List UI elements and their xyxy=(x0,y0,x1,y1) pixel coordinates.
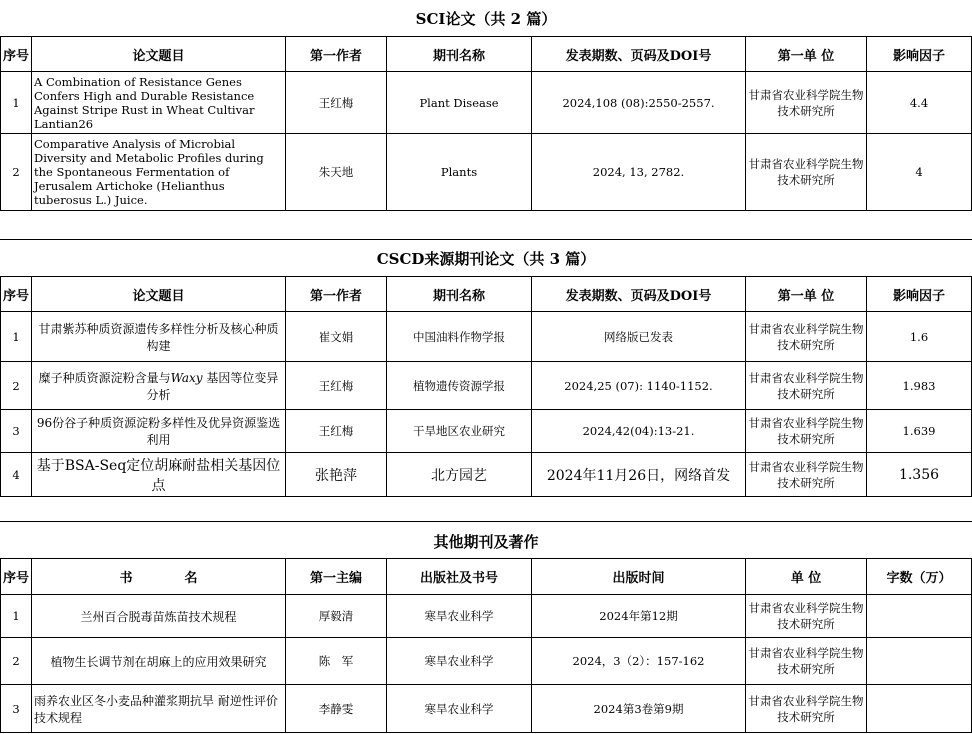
first-author: 朱天地 xyxy=(286,134,387,211)
first-author: 王红梅 xyxy=(286,410,387,453)
cscd-section-title: CSCD来源期刊论文（共 3 篇） xyxy=(376,250,596,268)
col-header-author: 第一作者 xyxy=(286,37,387,72)
col-header-pub-date: 出版时间 xyxy=(532,559,746,595)
unit: 甘肃省农业科学院生物技术研究所 xyxy=(746,685,867,733)
col-header-if: 影响因子 xyxy=(867,37,972,72)
issue-info: 2024年11月26日，网络首发 xyxy=(532,453,746,497)
col-header-no: 序号 xyxy=(1,559,32,595)
paper-title: 96份谷子种质资源淀粉多样性及优异资源鉴选利用 xyxy=(32,410,286,453)
impact-factor: 4.4 xyxy=(867,72,972,134)
sci-header-row xyxy=(1,37,972,72)
col-header-word-count: 字数（万） xyxy=(867,559,972,595)
paper-title: A Combination of Resistance Genes Confers High and Durable Resistance Against Stripe Rust in Wheat Cultivar Lantian26 xyxy=(32,72,286,134)
first-author: 王红梅 xyxy=(286,362,387,410)
table-row xyxy=(1,595,972,638)
col-header-unit: 第一单 位 xyxy=(746,37,867,72)
col-header-unit: 第一单 位 xyxy=(746,277,867,312)
book-title: 雨养农业区冬小麦品种灌浆期抗旱 耐逆性评价技术规程 xyxy=(32,685,286,733)
journal-name: Plants xyxy=(387,134,532,211)
chief-editor: 厚毅清 xyxy=(286,595,387,638)
sci-section-title: SCI论文（共 2 篇） xyxy=(415,10,557,28)
impact-factor: 4 xyxy=(867,134,972,211)
other-section-title: 其他期刊及著作 xyxy=(433,533,539,551)
col-header-book-title: 书 名 xyxy=(32,559,286,595)
table-row xyxy=(1,410,972,453)
first-unit: 甘肃省农业科学院生物技术研究所 xyxy=(746,72,867,134)
table-row xyxy=(1,72,972,134)
chief-editor: 李静雯 xyxy=(286,685,387,733)
col-header-no: 序号 xyxy=(1,37,32,72)
first-unit: 甘肃省农业科学院生物技术研究所 xyxy=(746,134,867,211)
table-row xyxy=(1,362,972,410)
section-divider xyxy=(0,239,972,240)
col-header-unit: 单 位 xyxy=(746,559,867,595)
row-no: 3 xyxy=(1,410,32,453)
issue-info: 2024,108 (08):2550-2557. xyxy=(532,72,746,134)
row-no: 1 xyxy=(1,312,32,362)
first-unit: 甘肃省农业科学院生物技术研究所 xyxy=(746,362,867,410)
issue-info: 2024,42(04):13-21. xyxy=(532,410,746,453)
col-header-title: 论文题目 xyxy=(32,277,286,312)
col-header-issue: 发表期数、页码及DOI号 xyxy=(532,37,746,72)
col-header-no: 序号 xyxy=(1,277,32,312)
unit: 甘肃省农业科学院生物技术研究所 xyxy=(746,595,867,638)
impact-factor: 1.6 xyxy=(867,312,972,362)
publish-date: 2024第3卷第9期 xyxy=(532,685,746,733)
word-count xyxy=(867,685,972,733)
table-row xyxy=(1,134,972,211)
publish-date: 2024，3（2）：157-162 xyxy=(532,638,746,685)
first-author: 王红梅 xyxy=(286,72,387,134)
table-row xyxy=(1,453,972,497)
journal-name: 北方园艺 xyxy=(387,453,532,497)
chief-editor: 陈 军 xyxy=(286,638,387,685)
journal-name: 植物遗传资源学报 xyxy=(387,362,532,410)
col-header-publisher: 出版社及书号 xyxy=(387,559,532,595)
col-header-title: 论文题目 xyxy=(32,37,286,72)
other-table xyxy=(0,558,972,733)
table-row xyxy=(1,685,972,733)
issue-info: 2024,25 (07): 1140-1152. xyxy=(532,362,746,410)
first-author: 崔文娟 xyxy=(286,312,387,362)
impact-factor: 1.639 xyxy=(867,410,972,453)
impact-factor: 1.983 xyxy=(867,362,972,410)
paper-title-part: 基因等位变异分析 xyxy=(146,370,279,402)
publish-date: 2024年第12期 xyxy=(532,595,746,638)
first-unit: 甘肃省农业科学院生物技术研究所 xyxy=(746,453,867,497)
first-unit: 甘肃省农业科学院生物技术研究所 xyxy=(746,410,867,453)
publisher: 寒旱农业科学 xyxy=(387,685,532,733)
col-header-journal: 期刊名称 xyxy=(387,277,532,312)
journal-name: Plant Disease xyxy=(387,72,532,134)
issue-info: 2024, 13, 2782. xyxy=(532,134,746,211)
col-header-issue: 发表期数、页码及DOI号 xyxy=(532,277,746,312)
book-title: 兰州百合脱毒苗炼苗技术规程 xyxy=(32,595,286,638)
row-no: 2 xyxy=(1,362,32,410)
paper-title: Comparative Analysis of Microbial Diversity and Metabolic Profiles during the Spontaneous Fermentation of Jerusalem Artichoke (Helianthus tuberosus L.) Juice. xyxy=(32,134,286,211)
col-header-journal: 期刊名称 xyxy=(387,37,532,72)
unit: 甘肃省农业科学院生物技术研究所 xyxy=(746,638,867,685)
paper-title: 甘肃紫苏种质资源遗传多样性分析及核心种质构建 xyxy=(32,312,286,362)
word-count xyxy=(867,595,972,638)
first-author: 张艳萍 xyxy=(286,453,387,497)
journal-name: 干旱地区农业研究 xyxy=(387,410,532,453)
cscd-table xyxy=(0,276,972,497)
section-divider xyxy=(0,521,972,522)
table-row xyxy=(1,312,972,362)
row-no: 1 xyxy=(1,595,32,638)
first-unit: 甘肃省农业科学院生物技术研究所 xyxy=(746,312,867,362)
publisher: 寒旱农业科学 xyxy=(387,638,532,685)
paper-title-part: 糜子种质资源淀粉含量与 xyxy=(38,370,171,385)
publisher: 寒旱农业科学 xyxy=(387,595,532,638)
word-count xyxy=(867,638,972,685)
gene-name: Waxy xyxy=(170,370,203,385)
book-title: 植物生长调节剂在胡麻上的应用效果研究 xyxy=(32,638,286,685)
col-header-if: 影响因子 xyxy=(867,277,972,312)
row-no: 2 xyxy=(1,134,32,211)
row-no: 2 xyxy=(1,638,32,685)
paper-title xyxy=(32,362,286,410)
sci-table xyxy=(0,36,972,211)
row-no: 1 xyxy=(1,72,32,134)
table-row xyxy=(1,638,972,685)
other-header-row xyxy=(1,559,972,595)
col-header-author: 第一作者 xyxy=(286,277,387,312)
row-no: 3 xyxy=(1,685,32,733)
paper-title: 基于BSA-Seq定位胡麻耐盐相关基因位点 xyxy=(32,453,286,497)
journal-name: 中国油料作物学报 xyxy=(387,312,532,362)
col-header-editor: 第一主编 xyxy=(286,559,387,595)
issue-info: 网络版已发表 xyxy=(532,312,746,362)
row-no: 4 xyxy=(1,453,32,497)
impact-factor: 1.356 xyxy=(867,453,972,497)
cscd-header-row xyxy=(1,277,972,312)
